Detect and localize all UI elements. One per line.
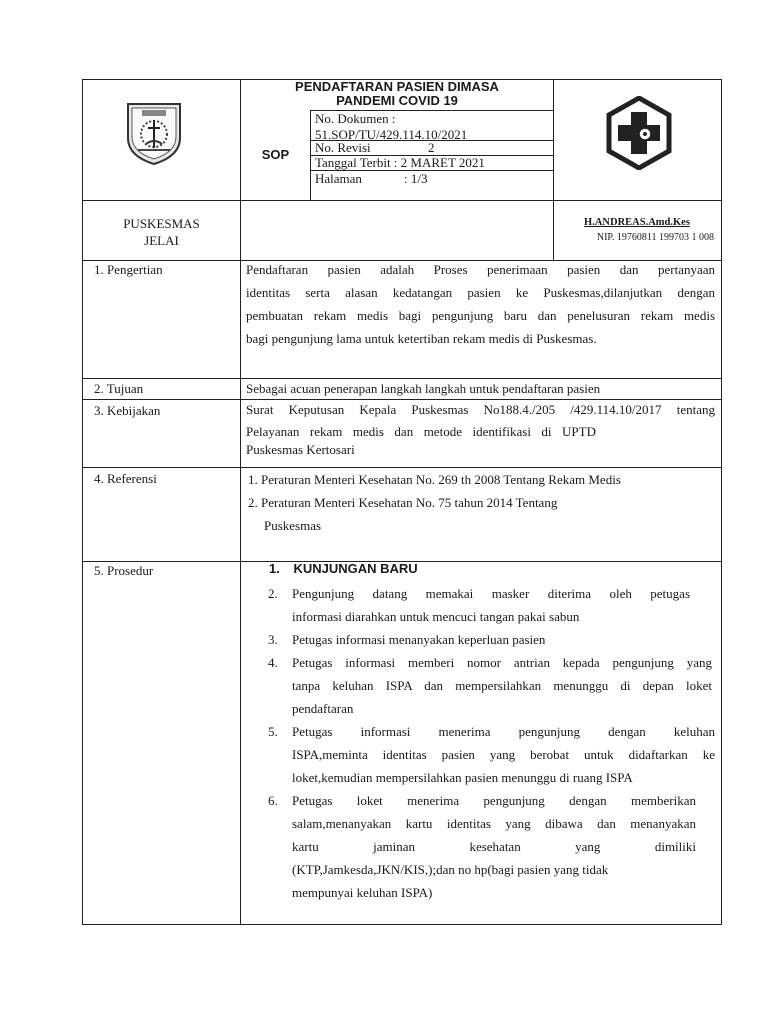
prosedur-step bbox=[266, 789, 715, 904]
section-label-kebijakan: 3. Kebijakan bbox=[94, 403, 161, 418]
step-number: 2. bbox=[268, 586, 278, 601]
step-number: 5. bbox=[268, 724, 278, 739]
prosedur-step bbox=[266, 582, 715, 628]
kebijakan-line: Puskesmas Kertosari bbox=[246, 442, 355, 457]
step-line: salam,menanyakan kartu identitas yang dibawa dan menanyakan bbox=[292, 816, 696, 831]
organization-name bbox=[83, 215, 240, 249]
document-title bbox=[241, 80, 553, 108]
section-label-prosedur: 5. Prosedur bbox=[94, 563, 154, 578]
prosedur-steps bbox=[266, 582, 715, 904]
puskesmas-logo bbox=[605, 96, 673, 170]
prosedur-heading-text: KUNJUNGAN BARU bbox=[293, 561, 418, 576]
halaman-cell bbox=[315, 171, 551, 187]
org-name-line-2: JELAI bbox=[144, 233, 179, 248]
referensi-item: 2. Peraturan Menteri Kesehatan No. 75 tahun 2014 Tentang bbox=[248, 495, 558, 510]
step-line: loket,kemudian mempersilahkan pasien menunggu di ruang ISPA bbox=[292, 770, 633, 785]
kebijakan-line: Surat Keputusan Kepala Puskesmas No188.4./205 /429.114.10/2017 tentang bbox=[246, 402, 715, 417]
sop-label: SOP bbox=[261, 147, 290, 162]
no-revisi-value: 2 bbox=[428, 140, 435, 155]
step-line: kartu jaminan kesehatan yang dimiliki bbox=[292, 839, 696, 854]
no-dokumen-label: No. Dokumen : bbox=[315, 111, 396, 126]
signer-nip: NIP. 19760811 199703 1 008 bbox=[596, 232, 714, 243]
prosedur-heading-number: 1. bbox=[269, 561, 280, 576]
step-line: tanpa keluhan ISPA dan mempersilahkan menunggu di depan loket bbox=[292, 678, 712, 693]
step-line: Petugas loket menerima pengunjung dengan memberikan bbox=[292, 793, 696, 808]
org-name-line-1: PUSKESMAS bbox=[123, 216, 200, 231]
no-dokumen-value: 51.SOP/TU/429.114.10/2021 bbox=[315, 127, 468, 142]
tanggal-terbit-cell bbox=[315, 155, 551, 171]
referensi-item: Puskesmas bbox=[264, 518, 322, 533]
prosedur-step bbox=[266, 651, 715, 720]
kebijakan-text bbox=[246, 399, 715, 461]
step-line: Petugas informasi memberi nomor antrian kepada pengunjung yang bbox=[292, 655, 712, 670]
no-revisi-cell bbox=[315, 140, 551, 156]
tujuan-text: Sebagai acuan penerapan langkah langkah untuk pendaftaran pasien bbox=[246, 381, 601, 396]
step-line: mempunyai keluhan ISPA) bbox=[292, 885, 433, 900]
kebijakan-line: Pelayanan rekam medis dan metode identifikasi di UPTD bbox=[246, 424, 596, 439]
referensi-list bbox=[248, 468, 715, 537]
regency-emblem-logo bbox=[124, 98, 184, 168]
title-line-2: PANDEMI COVID 19 bbox=[336, 93, 458, 108]
no-revisi-label: No. Revisi bbox=[315, 140, 371, 155]
referensi-item: 1. Peraturan Menteri Kesehatan No. 269 th 2008 Tentang Rekam Medis bbox=[248, 472, 621, 487]
halaman-label: Halaman bbox=[315, 171, 362, 186]
section-label-tujuan: 2. Tujuan bbox=[94, 381, 144, 396]
pengertian-line: pembuatan rekam medis bagi pengunjung baru dan penelusuran rekam medis bbox=[246, 308, 715, 323]
step-line: ISPA,meminta identitas pasien yang berobat untuk didaftarkan ke bbox=[292, 747, 715, 762]
tanggal-terbit-label: Tanggal Terbit : bbox=[315, 155, 398, 170]
step-line: Petugas informasi menerima pengunjung dengan keluhan bbox=[292, 724, 715, 739]
no-dokumen-cell bbox=[315, 111, 551, 143]
pengertian-line: identitas serta alasan kedatangan pasien ke Puskesmas,dilanjutkan dengan bbox=[246, 285, 715, 300]
halaman-value: : 1/3 bbox=[404, 171, 428, 186]
prosedur-step bbox=[266, 720, 715, 789]
tanggal-terbit-value: 2 MARET 2021 bbox=[400, 155, 485, 170]
step-line: informasi diarahkan untuk mencuci tangan pakai sabun bbox=[292, 609, 580, 624]
signer-name: H.ANDREAS.Amd.Kes bbox=[584, 217, 690, 228]
step-line: Petugas informasi menanyakan keperluan pasien bbox=[292, 632, 546, 647]
title-line-1: PENDAFTARAN PASIEN DIMASA bbox=[295, 79, 499, 94]
step-line: (KTP,Jamkesda,JKN/KIS,);dan no hp(bagi pasien yang tidak bbox=[292, 862, 609, 877]
pengertian-text bbox=[246, 258, 715, 350]
section-label-pengertian: 1. Pengertian bbox=[94, 262, 163, 277]
step-line: pendaftaran bbox=[292, 701, 354, 716]
pengertian-line: bagi pengunjung lama untuk ketertiban rekam medis di Puskesmas. bbox=[246, 331, 597, 346]
prosedur-heading bbox=[269, 561, 418, 576]
section-label-referensi: 4. Referensi bbox=[94, 471, 157, 486]
step-number: 3. bbox=[268, 632, 278, 647]
step-number: 4. bbox=[268, 655, 278, 670]
step-line: Pengunjung datang memakai masker diterima oleh petugas bbox=[292, 586, 690, 601]
pengertian-line: Pendaftaran pasien adalah Proses penerimaan pasien dan pertanyaan bbox=[246, 262, 715, 277]
step-number: 6. bbox=[268, 793, 278, 808]
prosedur-step bbox=[266, 628, 715, 651]
signer-block bbox=[553, 215, 721, 245]
